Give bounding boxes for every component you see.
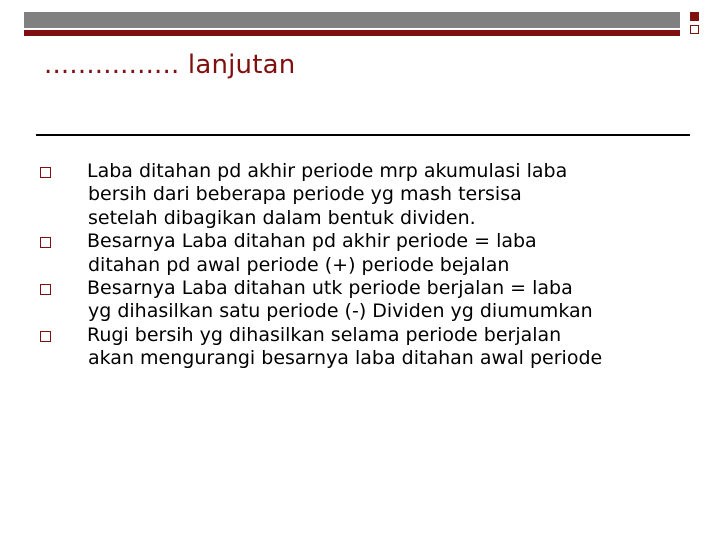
bullet-line: Besarnya Laba ditahan pd akhir periode = laba bbox=[87, 230, 537, 253]
outline-square-icon bbox=[690, 25, 699, 34]
square-bullet-icon bbox=[40, 331, 51, 342]
bullet-line: setelah dibagikan dalam bentuk dividen. bbox=[88, 206, 476, 229]
bullet-line: akan mengurangi besarnya laba ditahan awal periode bbox=[88, 347, 603, 370]
bullet-line: Rugi bersih yg dihasilkan selama periode berjalan bbox=[87, 323, 562, 346]
bullet-item bbox=[40, 160, 700, 230]
bullet-line: Laba ditahan pd akhir periode mrp akumulasi laba bbox=[87, 160, 568, 182]
bullet-line: ditahan pd awal periode (+) periode bejalan bbox=[88, 253, 510, 276]
bullet-item bbox=[40, 324, 700, 371]
header-band bbox=[24, 12, 680, 28]
square-bullet-icon bbox=[40, 284, 51, 295]
square-bullet-icon bbox=[40, 167, 51, 178]
bullet-line: bersih dari beberapa periode yg mash tersisa bbox=[88, 183, 522, 206]
filled-square-icon bbox=[690, 12, 699, 21]
square-bullet-icon bbox=[40, 237, 51, 248]
bullet-item bbox=[40, 230, 700, 277]
bullet-item bbox=[40, 277, 700, 324]
bullet-line: Besarnya Laba ditahan utk periode berjalan = laba bbox=[87, 277, 573, 300]
bullet-line: yg dihasilkan satu periode (-) Dividen yg diumumkan bbox=[88, 300, 593, 323]
header-rule bbox=[24, 30, 680, 36]
title-divider bbox=[36, 134, 690, 136]
bullet-list bbox=[40, 160, 700, 371]
slide-title: ................ lanjutan bbox=[44, 50, 296, 80]
